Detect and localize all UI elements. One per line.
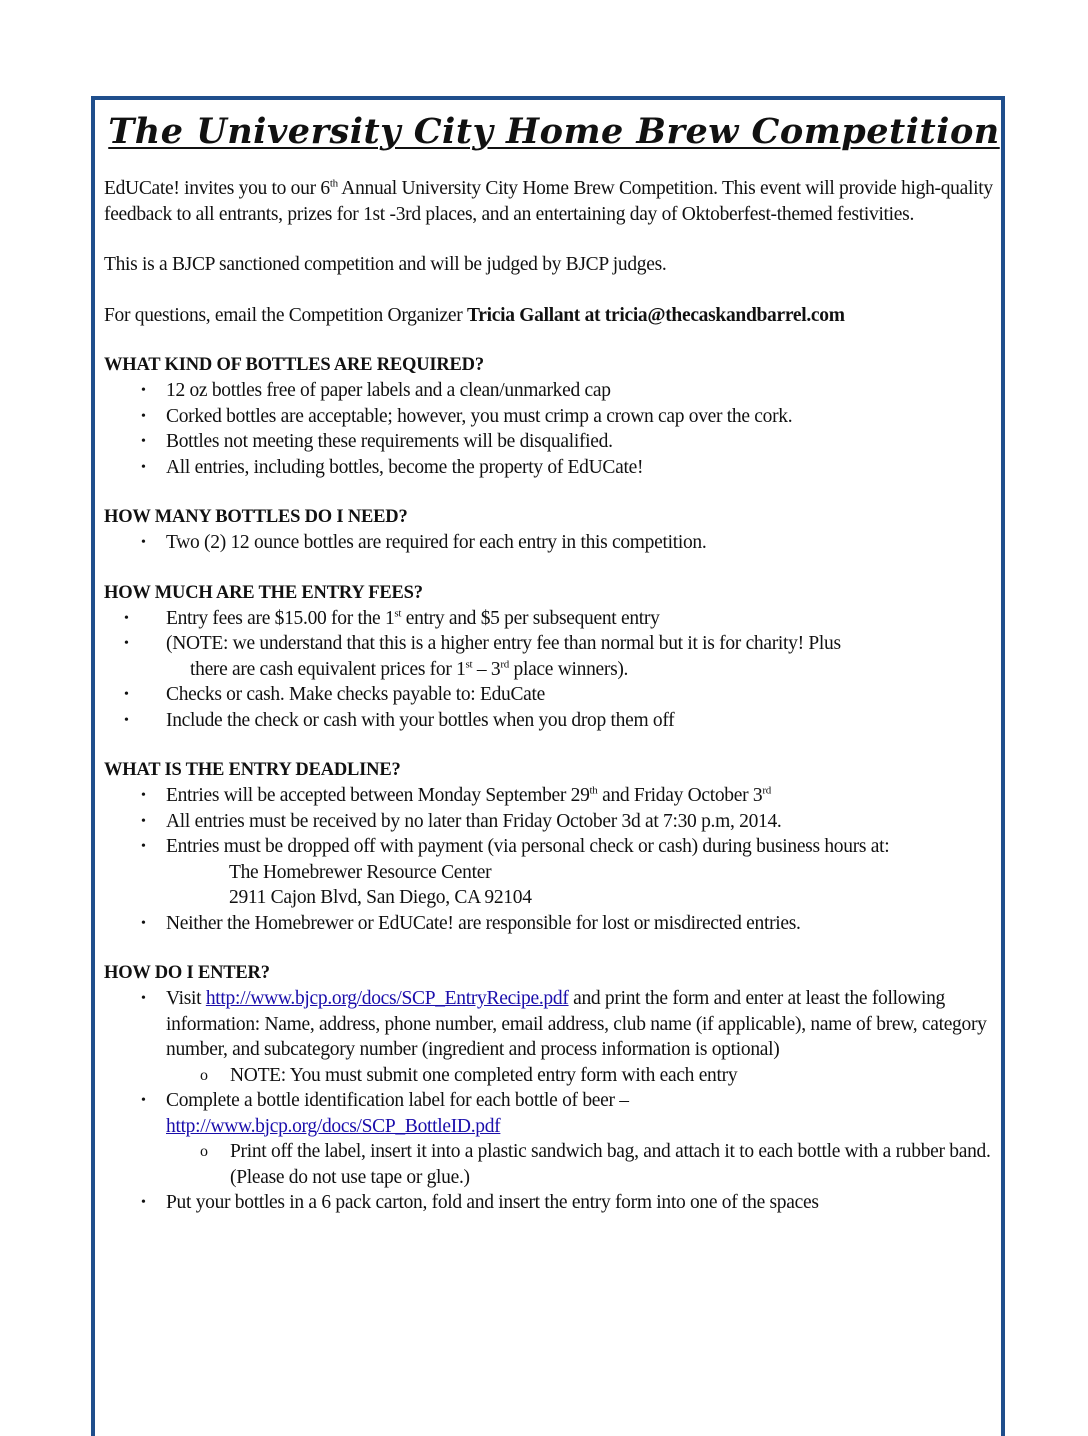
list-item: • (NOTE: we understand that this is a higher entry fee than normal but it is for charity! Plus there are cash equivalent prices for 1st – 3rd place winners). [124,633,841,680]
list-item: • Put your bottles in a 6 pack carton, fold and insert the entry form into one of the spaces [104,1190,1004,1216]
section-heading: HOW DO I ENTER? [104,963,270,983]
list-item: • Checks or cash. Make checks payable to: EduCate [104,682,1004,708]
sanctioned-paragraph: This is a BJCP sanctioned competition and will be judged by BJCP judges. [104,254,667,275]
bullet-icon: • [141,459,146,475]
section-enter [104,960,1004,1216]
contact-paragraph: For questions, email the Competition Organizer Tricia Gallant at tricia@thecaskandbarrel.com [104,304,845,326]
bullet-icon: • [141,839,146,854]
intro-paragraph: EdUCate! invites you to our 6th Annual University City Home Brew Competition. This event will provide high-quality feedback to all entrants, prizes for 1st -3rd places, and an entertaining day of Oktoberfest-themed festivities. [104,177,993,225]
bullet-icon: • [141,383,146,398]
list-item: • Visit http://www.bjcp.org/docs/SCP_EntryRecipe.pdf and print the form and enter at least the following information: Name, address, phone number, email address, club name (if applicable), name of brew, category number, and subcategory number (ingredient and process information is optional) [141,988,987,1060]
sub-bullet-icon: o [200,1143,208,1160]
section-heading: WHAT IS THE ENTRY DEADLINE? [104,760,401,780]
bullet-icon: • [141,535,146,550]
section-bottles [104,352,1004,480]
bullet-icon: • [141,408,146,424]
document-title: The University City Home Brew Competition [108,111,1000,152]
sub-list-item: o NOTE: You must submit one completed entry form with each entry [104,1063,1004,1089]
list-item: • Include the check or cash with your bottles when you drop them off [104,708,1004,734]
bullet-icon: • [141,991,146,1006]
list-item: • All entries must be received by no later than Friday October 3d at 7:30 p.m, 2014. [104,809,1004,835]
bottle-id-link[interactable]: http://www.bjcp.org/docs/SCP_BottleID.pdf [166,1115,501,1137]
section-heading: HOW MANY BOTTLES DO I NEED? [104,507,408,527]
section-heading: WHAT KIND OF BOTTLES ARE REQUIRED? [104,355,484,375]
section-deadline [104,757,1004,936]
bullet-icon: • [141,1093,146,1108]
bullet-icon: • [141,788,146,803]
list-item: • All entries, including bottles, become the property of EdUCate! [104,455,1004,481]
list-item: • 12 oz bottles free of paper labels and a clean/unmarked cap [104,378,1004,404]
bullet-icon: • [141,434,146,449]
section-how-many [104,504,1004,556]
list-item: • Bottles not meeting these requirements will be disqualified. [104,429,1004,455]
section-heading: HOW MUCH ARE THE ENTRY FEES? [104,582,423,603]
bullet-icon: • [124,636,129,651]
list-item: • Neither the Homebrewer or EdUCate! are responsible for lost or misdirected entries. [104,911,1004,937]
entry-recipe-link[interactable]: http://www.bjcp.org/docs/SCP_EntryRecipe.pdf [205,988,569,1009]
address-line: 2911 Cajon Blvd, San Diego, CA 92104 [229,887,532,908]
list-item: • Entries will be accepted between Monday September 29th and Friday October 3rd [104,783,1004,809]
sub-list-item: o Print off the label, insert it into a plastic sandwich bag, and attach it to each bottle with a rubber band. (Please do not use tape or glue.) [200,1141,991,1188]
bullet-icon: • [141,813,146,829]
list-item: • Complete a bottle identification label for each bottle of beer – http://www.bjcp.org/docs/SCP_BottleID.pdf [141,1090,629,1137]
list-item: • Two (2) 12 ounce bottles are required for each entry in this competition. [104,530,1004,556]
bullet-icon: • [124,687,129,702]
bullet-icon: • [141,915,146,931]
bullet-icon: • [141,1195,146,1210]
document-body [104,108,1004,1240]
bullet-icon: • [124,712,129,728]
list-item: • Entry fees are $15.00 for the 1st entry and $5 per subsequent entry [104,606,1004,632]
list-item: • Entries must be dropped off with payment (via personal check or cash) during business hours at: The Homebrewer Resource Center 2911 Cajon Blvd, San Diego, CA 92104 [104,834,1004,911]
organizer-contact: Tricia Gallant at tricia@thecaskandbarrel.com [467,304,845,326]
list-item: • Corked bottles are acceptable; however, you must crimp a crown cap over the cork. [104,404,1004,430]
section-fees [104,580,1004,734]
address-line: The Homebrewer Resource Center [229,861,492,883]
bullet-icon: • [124,610,129,626]
sub-bullet-icon: o [200,1066,208,1084]
